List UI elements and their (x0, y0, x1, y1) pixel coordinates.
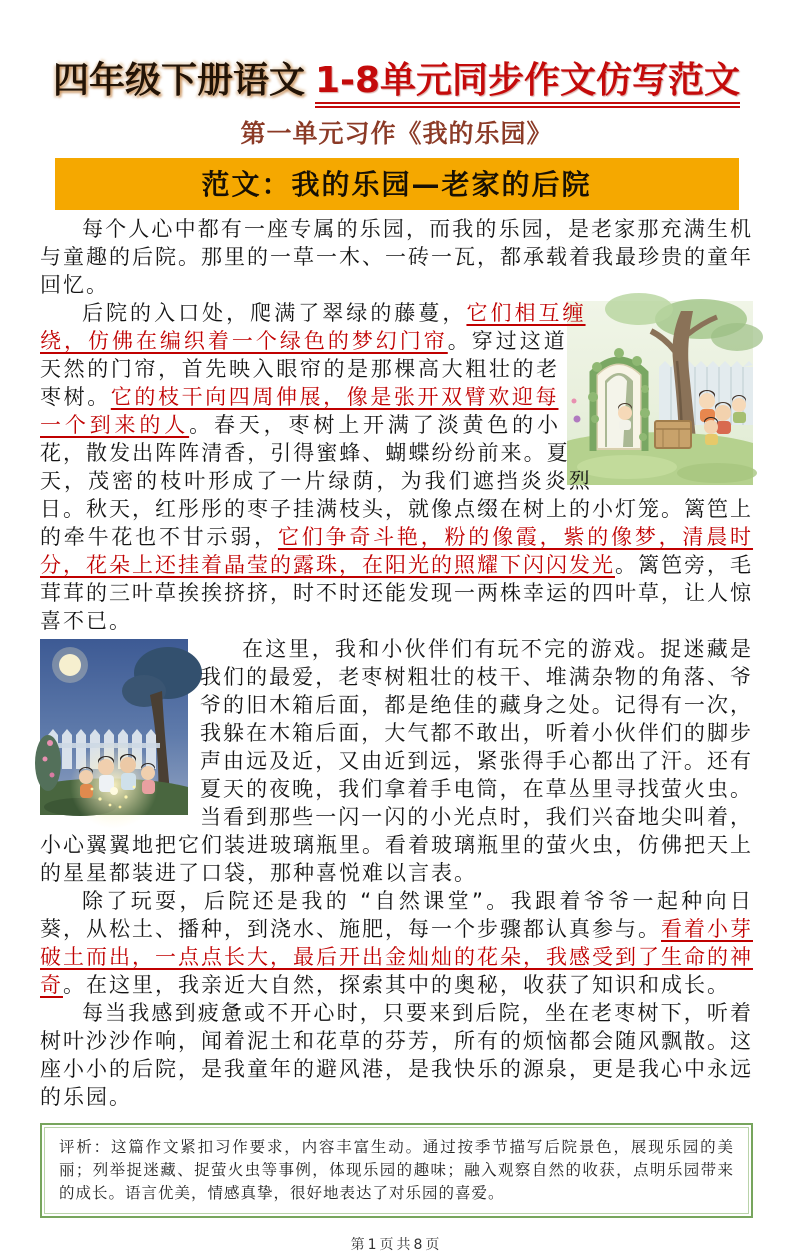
title-black-part: 四年级下册语文 (52, 60, 305, 101)
night-illustration-svg (40, 639, 188, 815)
night-illustration (40, 639, 188, 815)
review-text: 评析：这篇作文紧扣习作要求，内容丰富生动。通过按季节描写后院景色，展现乐园的美丽；列举捉迷藏、捉萤火虫等事例，体现乐园的趣味；融入观察自然的收获，点明乐园带来的成长。语言优美，情感真挚，很好地表达了对乐园的喜爱。 (44, 1127, 749, 1214)
garden-illustration (567, 301, 753, 485)
garden-illustration-svg (567, 301, 753, 485)
essay-paragraph (40, 299, 753, 635)
essay-text: 。篱笆旁，毛茸茸的三叶草挨挨挤挤，时不时还能发现一两株幸运的四叶草，让人惊喜不已。 (40, 552, 753, 633)
page-title (40, 58, 753, 105)
essay-text: 捉迷藏是我们的最爱，老枣树粗壮的枝干、堆满杂物的角落、爷爷的旧木箱后面，都是绝佳的藏身之处。记得有一次，我躲在木箱后面，大气都不敢出，听着小伙伴们的脚步声由远及近，又由近到远，紧张得手心都出了汗。还有夏天的夜晚，我们拿着手电筒，在草丛里寻找萤火虫。当看到那些一闪一闪的小光点时，我们兴奋地尖叫着，小心翼翼地把它们装进玻璃瓶里。看着玻璃瓶里的萤火虫，仿佛把天上的星星都装进了口袋，那种喜悦难以言表。 (40, 636, 754, 885)
review-box (40, 1123, 753, 1218)
essay-paragraph (40, 887, 753, 999)
essay-title-banner: 范文：我的乐园—老家的后院 (55, 158, 739, 210)
page-number: 第1页共8页 (350, 1236, 443, 1253)
essay-text: 每个人心中都有一座专属的乐园，而我的乐园，是老家那充满生机与童趣的后院。那里的一草一木、一砖一瓦，都承载着我最珍贵的童年回忆。 (40, 216, 753, 297)
essay-text: 。春天，枣树上开满了淡黄色的小花，散发出阵阵清香，引得蜜蜂、蝴蝶纷纷前来。夏天，茂密的枝叶形成了一片绿荫，为我们遮挡炎炎烈日。秋天，红彤彤的枣子挂满枝头，就像点缀在树上的小灯笼。篱笆上的牵牛花也不甘示弱， (40, 412, 753, 549)
essay-text: 后院的入口处，爬满了翠绿的藤蔓， (82, 300, 467, 325)
essay-text: 除了玩耍，后院还是我的 “自然课堂”。我跟着爷爷一起种向日葵，从松土、播种，到浇水、施肥，每一个步骤都认真参与。 (40, 888, 753, 941)
essay-text: 每当我感到疲惫或不开心时，只要来到后院，坐在老枣树下，听着树叶沙沙作响，闻着泥土和花草的芬芳，所有的烦恼都会随风飘散。这座小小的后院，是我童年的避风港，是我快乐的源泉，更是我心中永远的乐园。 (40, 1000, 753, 1109)
title-red-part: 1-8单元同步作文仿写范文 (315, 60, 740, 108)
essay-body (40, 215, 753, 1111)
essay-paragraph (40, 999, 753, 1111)
highlighted-sentence: 它们争奇斗艳，粉的像霞，紫的像梦，清晨时分，花朵上还挂着晶莹的露珠，在阳光的照耀下闪闪发光 (40, 524, 754, 577)
document-page (0, 58, 793, 1253)
highlighted-sentence: 看着小芽破土而出，一点点长大，最后开出金灿灿的花朵，我感受到了生命的神奇 (40, 916, 753, 997)
unit-subtitle: 第一单元习作《我的乐园》 (240, 118, 553, 148)
essay-text: 。穿过这道天然的门帘，首先映入眼帘的是那棵高大粗壮的老枣树。 (40, 328, 567, 409)
essay-paragraph (40, 635, 753, 887)
document-content (0, 58, 793, 1254)
highlighted-sentence: 它的枝干向四周伸展，像是张开双臂欢迎每一个到来的人 (40, 384, 559, 437)
highlighted-sentence: 它们相互缠绕，仿佛在编织着一个绿色的梦幻门帘 (40, 300, 586, 353)
essay-text: 在这里，我和小伙伴们有玩不完的游戏。 (242, 636, 661, 661)
essay-paragraph (40, 215, 753, 299)
essay-text: 。在这里，我亲近大自然，探索其中的奥秘，收获了知识和成长。 (63, 972, 730, 997)
